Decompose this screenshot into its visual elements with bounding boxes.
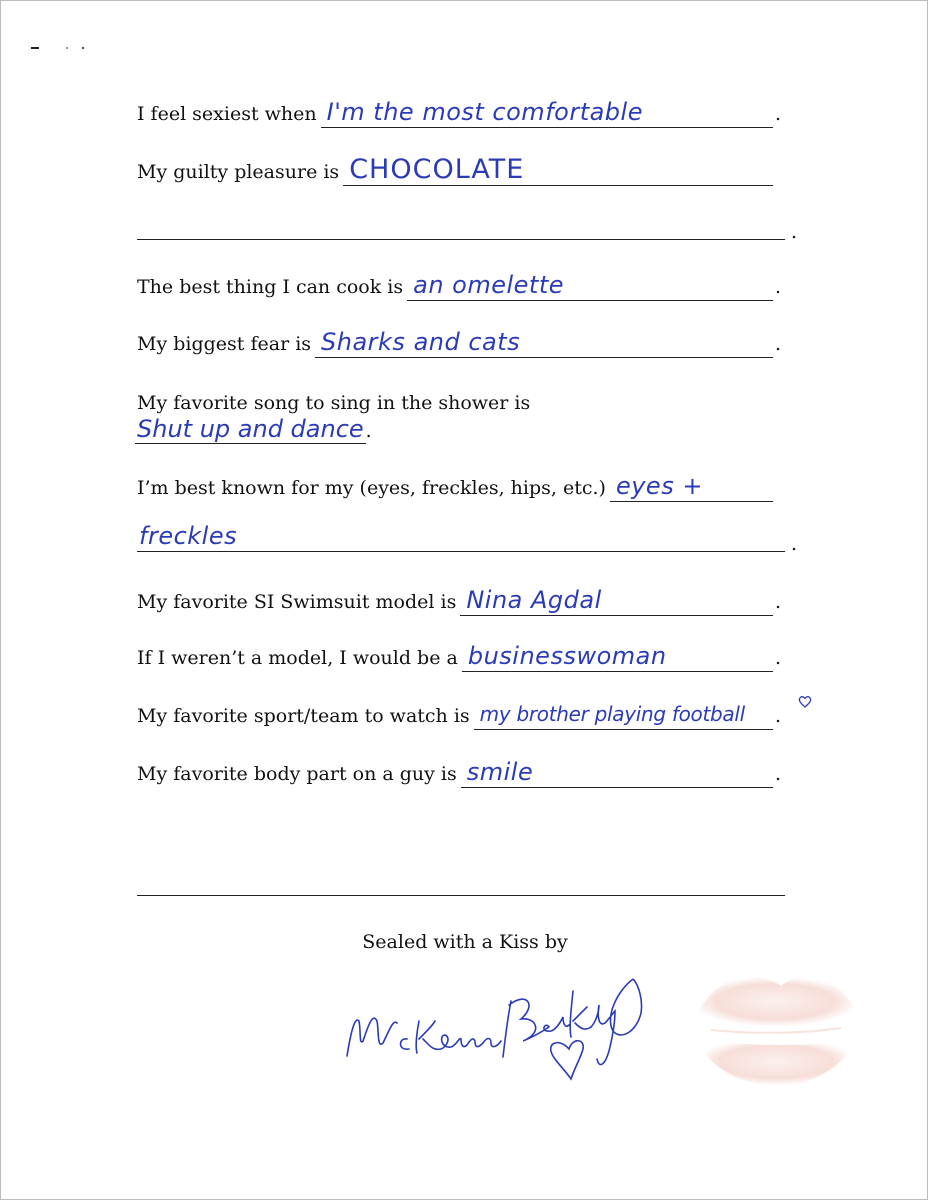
period: . <box>775 103 782 125</box>
answer-line[interactable] <box>460 586 773 616</box>
period: . <box>790 221 797 243</box>
handwritten-answer[interactable]: Shut up and dance <box>137 415 364 443</box>
handwritten-answer: Sharks and cats <box>321 328 521 356</box>
answer-line[interactable] <box>343 154 773 186</box>
question-fear <box>137 328 785 358</box>
handwritten-answer: I'm the most comfortable <box>326 98 643 126</box>
answer-line[interactable] <box>610 472 773 502</box>
handwritten-answer: smile <box>466 758 534 786</box>
song-answer-line <box>135 415 372 443</box>
question-known <box>137 472 785 502</box>
sealed-with-kiss-label: Sealed with a Kiss by <box>362 931 568 953</box>
question-cook <box>137 271 785 301</box>
blank-line[interactable] <box>137 871 785 896</box>
question-body <box>137 758 785 788</box>
handwritten-answer: eyes + <box>615 472 703 500</box>
question-model <box>137 586 785 616</box>
answer-line-continuation[interactable] <box>137 522 797 555</box>
question-label: My favorite song to sing in the shower is <box>137 392 531 414</box>
question-label: My favorite sport/team to watch is <box>137 705 470 727</box>
period: . <box>365 420 372 442</box>
scan-marks <box>31 45 91 51</box>
period: . <box>790 533 797 555</box>
question-label: My guilty pleasure is <box>137 161 340 183</box>
answer-line[interactable] <box>315 328 773 358</box>
heart-doodle-icon <box>797 695 813 709</box>
question-label: My biggest fear is <box>137 333 312 355</box>
handwritten-answer: CHOCOLATE <box>349 154 525 185</box>
signature <box>337 961 677 1091</box>
question-sport <box>137 703 785 730</box>
handwritten-answer: businesswoman <box>467 642 667 670</box>
handwritten-answer-continued: freckles <box>139 522 238 550</box>
lipstick-kiss-mark <box>671 956 871 1116</box>
question-label: I feel sexiest when <box>137 103 317 125</box>
handwritten-answer: my brother playing football <box>479 702 745 726</box>
period: . <box>775 647 782 669</box>
answer-line[interactable] <box>462 642 773 672</box>
answer-line[interactable] <box>461 758 773 788</box>
period: . <box>775 705 782 727</box>
handwritten-answer: an omelette <box>413 271 565 299</box>
question-label: The best thing I can cook is <box>137 276 404 298</box>
question-guilty <box>137 154 785 186</box>
question-song <box>137 391 785 417</box>
question-label: My favorite SI Swimsuit model is <box>137 591 457 613</box>
question-sexiest <box>137 98 785 128</box>
period: . <box>775 591 782 613</box>
answer-line-continuation[interactable] <box>137 215 797 243</box>
question-career <box>137 642 785 672</box>
answer-line[interactable] <box>321 98 773 128</box>
answer-line[interactable] <box>407 271 773 301</box>
period: . <box>775 763 782 785</box>
question-label: I’m best known for my (eyes, freckles, hips, etc.) <box>137 477 606 499</box>
period: . <box>775 333 782 355</box>
question-label: If I weren’t a model, I would be a <box>137 647 458 669</box>
answer-line[interactable] <box>474 703 773 730</box>
question-label: My favorite body part on a guy is <box>137 763 457 785</box>
period: . <box>775 276 782 298</box>
handwritten-answer: Nina Agdal <box>466 586 602 614</box>
